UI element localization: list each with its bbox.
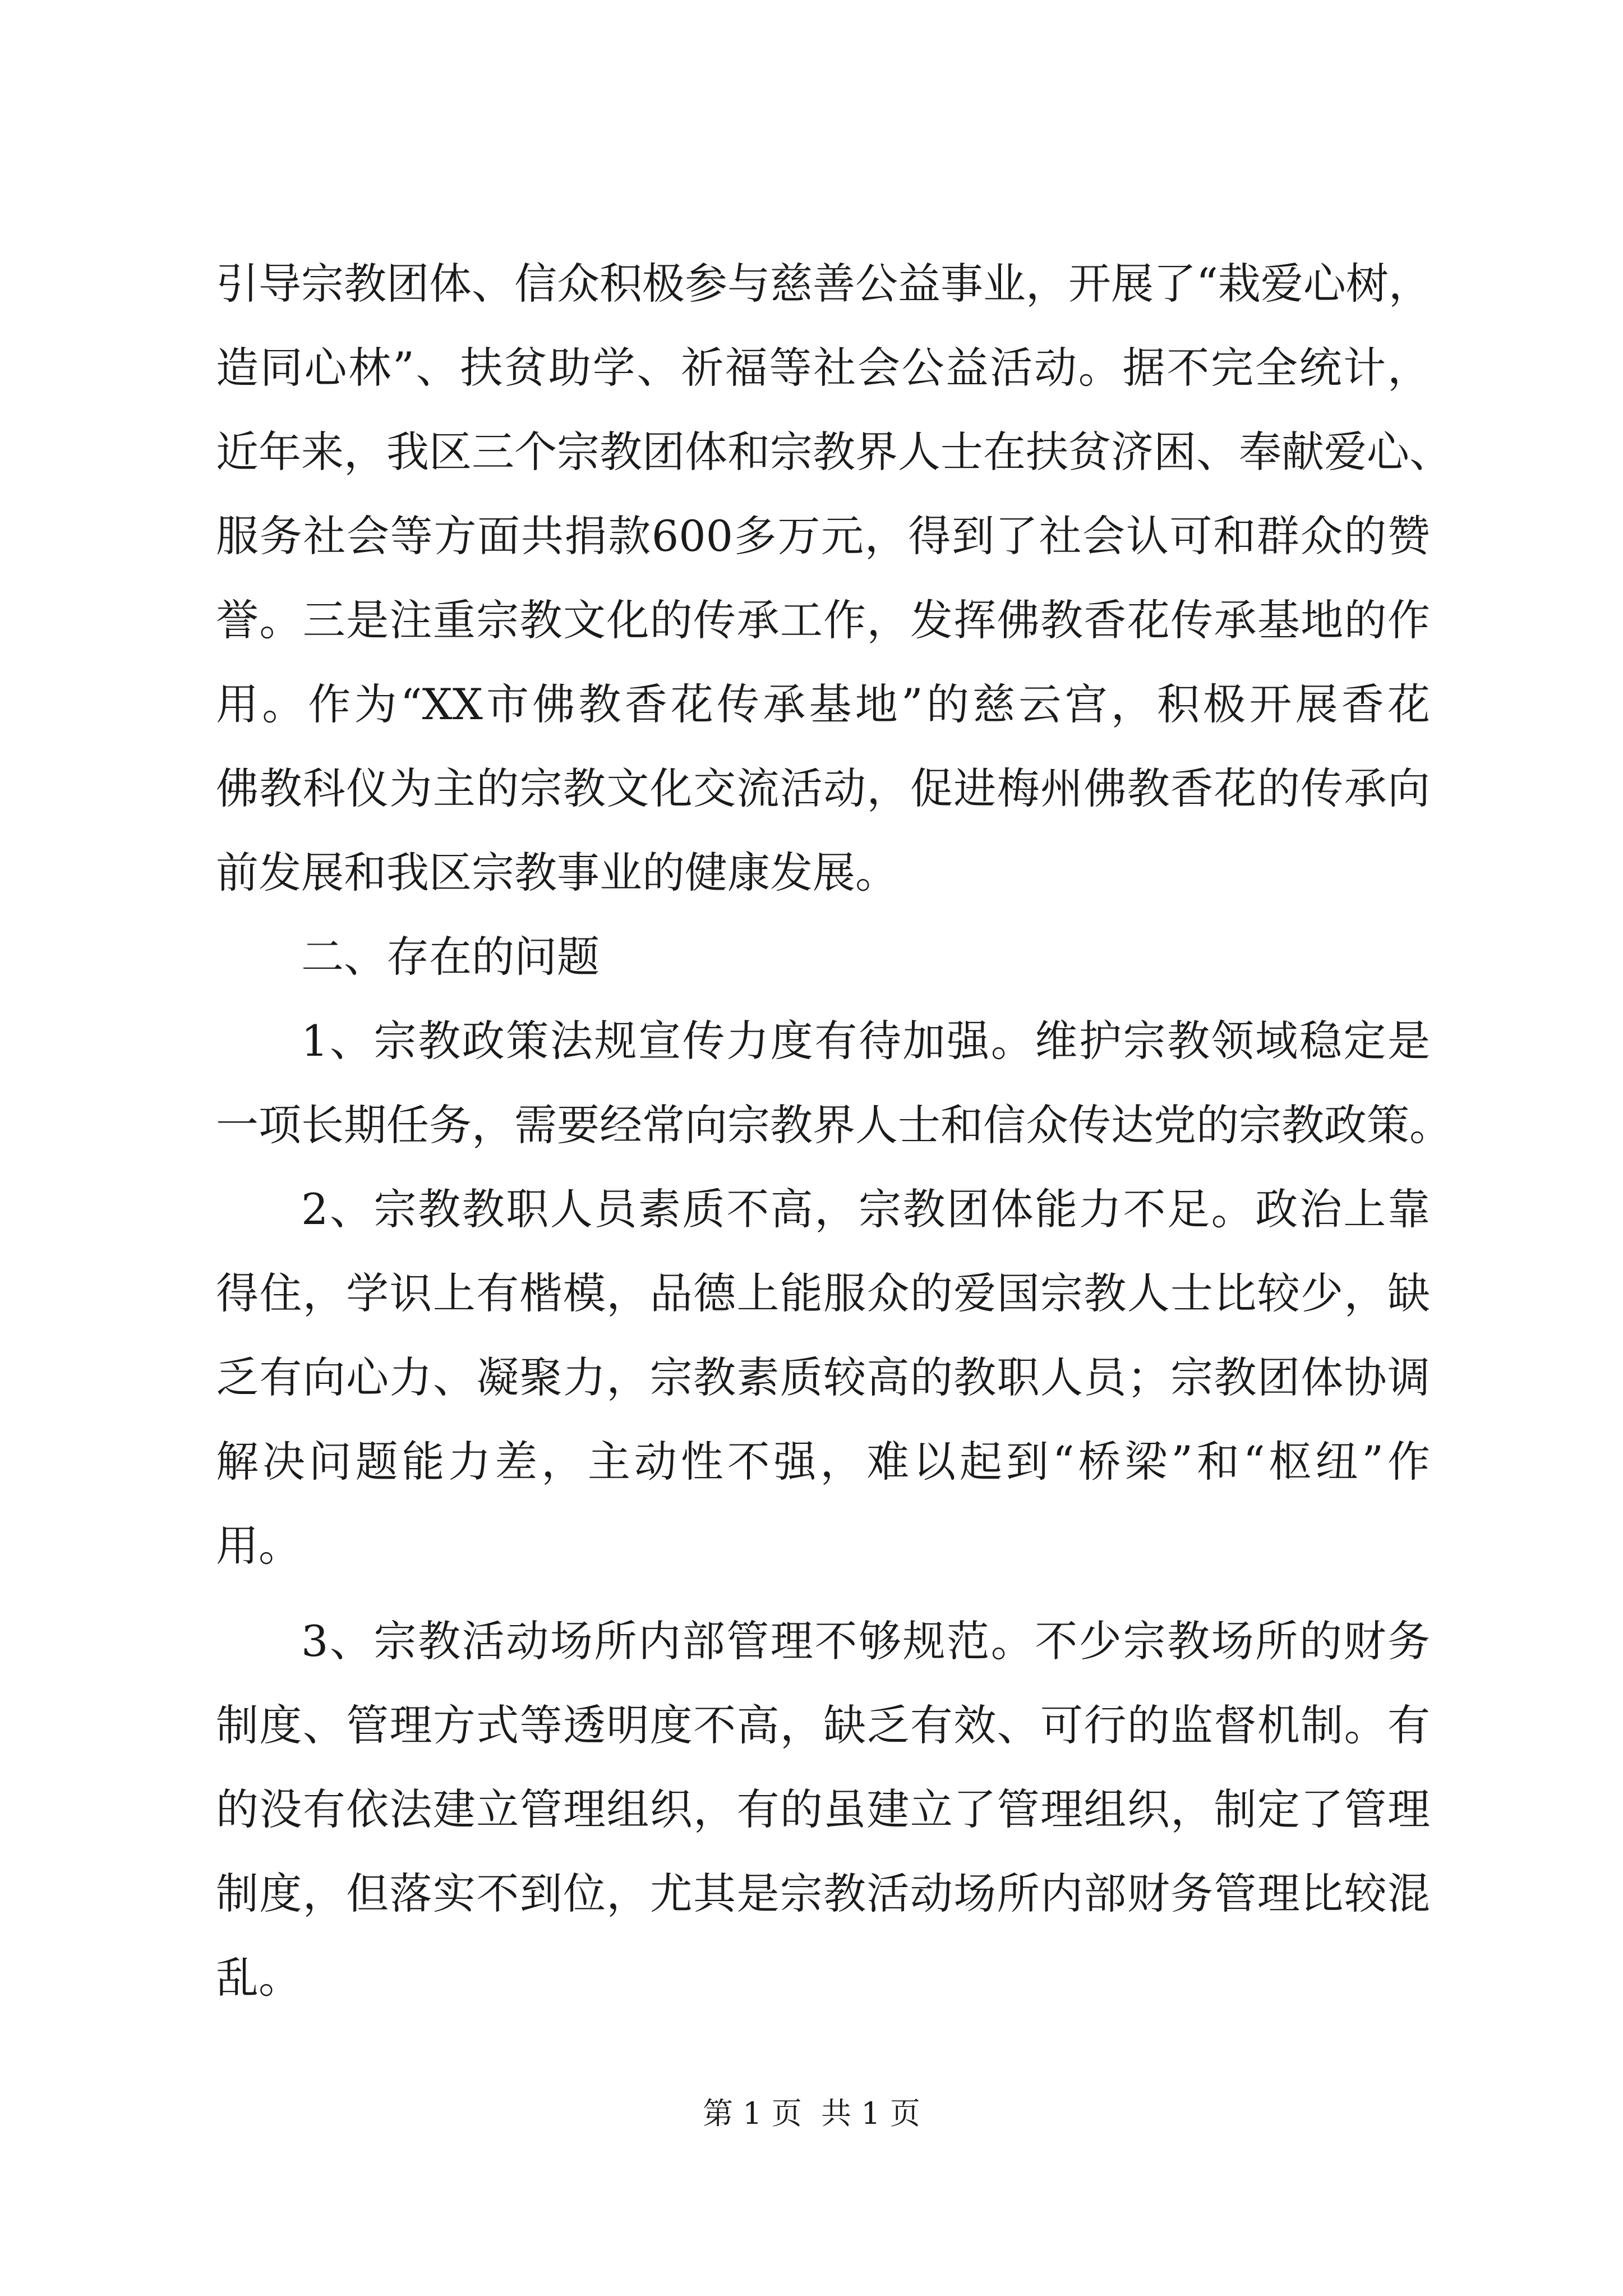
text-line: 1、宗教政策法规宣传力度有待加强。维护宗教领域稳定是 (301, 1016, 1430, 1066)
text-line: 制度、管理方式等透明度不高，缺乏有效、可行的监督机制。有 (216, 1700, 1430, 1750)
text-line: 3、宗教活动场所内部管理不够规范。不少宗教场所的财务 (301, 1616, 1430, 1666)
text-line: 制度，但落实不到位，尤其是宗教活动场所内部财务管理比较混 (216, 1869, 1430, 1918)
text-line: 用。 (216, 1521, 301, 1571)
text-line: 引导宗教团体、信众积极参与慈善公益事业，开展了“栽爱心树， (216, 259, 1431, 309)
text-line: 佛教科仪为主的宗教文化交流活动，促进梅州佛教香花的传承向 (216, 763, 1430, 813)
page-footer: 第 1 页 共 1 页 (703, 2096, 920, 2131)
text-line: 得住，学识上有楷模，品德上能服众的爱国宗教人士比较少，缺 (216, 1268, 1430, 1318)
text-line: 近年来，我区三个宗教团体和宗教界人士在扶贫济困、奉献爱心、 (216, 427, 1452, 477)
text-line: 誉。三是注重宗教文化的传承工作，发挥佛教香花传承基地的作 (216, 595, 1430, 645)
text-line: 前发展和我区宗教事业的健康发展。 (216, 848, 898, 898)
text-line: 2、宗教教职人员素质不高，宗教团体能力不足。政治上靠 (301, 1184, 1430, 1234)
text-line: 乏有向心力、凝聚力，宗教素质较高的教职人员；宗教团体协调 (216, 1352, 1430, 1402)
text-line: 用。作为“XX市佛教香花传承基地”的慈云宫，积极开展香花 (216, 679, 1430, 729)
text-line: 的没有依法建立管理组织，有的虽建立了管理组织，制定了管理 (216, 1784, 1430, 1834)
text-line: 一项长期任务，需要经常向宗教界人士和信众传达党的宗教政策。 (216, 1100, 1452, 1150)
text-line: 解决问题能力差，主动性不强，难以起到“桥梁”和“枢纽”作 (216, 1437, 1430, 1487)
section-heading: 二、存在的问题 (301, 932, 600, 982)
text-line: 服务社会等方面共捐款600多万元，得到了社会认可和群众的赞 (216, 511, 1430, 561)
text-line: 造同心林”、扶贫助学、祈福等社会公益活动。据不完全统计， (216, 343, 1430, 393)
text-line: 乱。 (216, 1953, 301, 2003)
